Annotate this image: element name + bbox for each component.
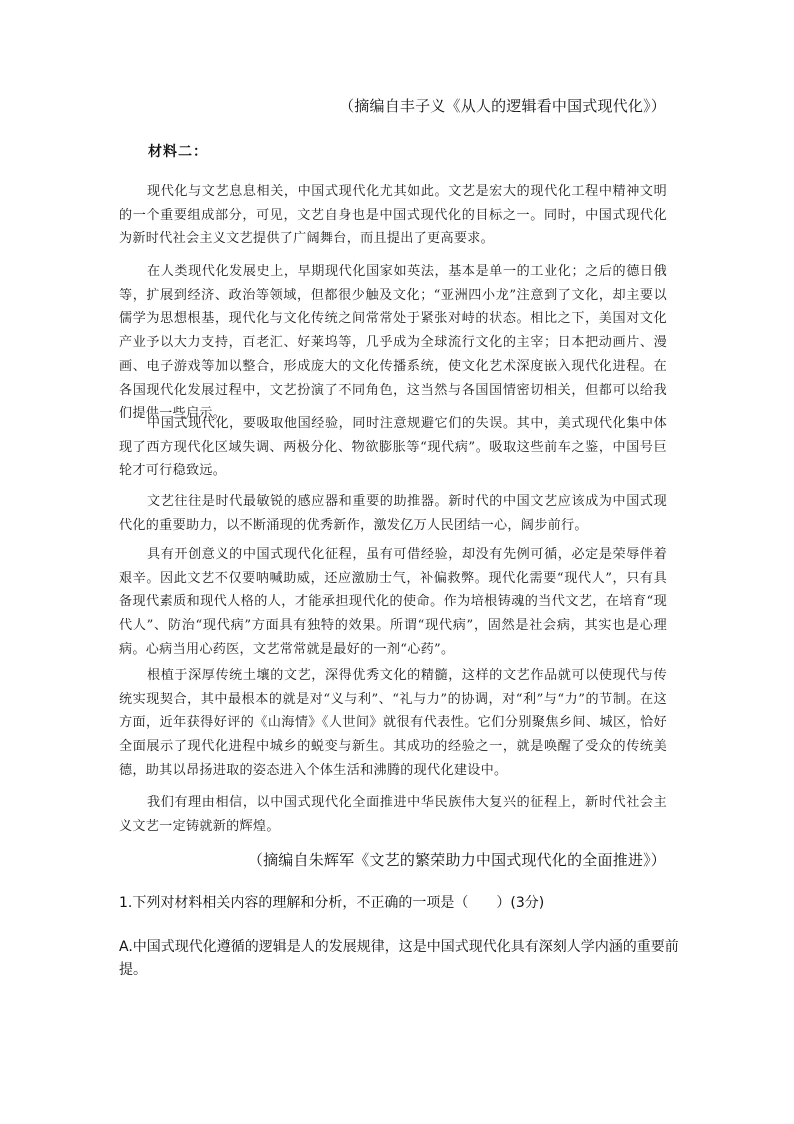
- question-1-stem: 1.下列对材料相关内容的理解和分析，不正确的一项是（ ）(3分): [119, 895, 545, 911]
- material2-paragraph-7: 我们有理由相信，以中国式现代化全面推进中华民族伟大复兴的征程上，新时代社会主义文艺一定铸就新的辉煌。: [119, 795, 667, 834]
- material2-heading: 材料二：: [148, 144, 208, 160]
- material2-paragraph-5: 具有开创意义的中国式现代化征程，虽有可借经验，却没有先例可循，必定是荣辱伴着艰辛。因此文艺不仅要呐喊助威，还应激励士气，补偏救弊。现代化需要“现代人”，只有具备现代素质和现代人格的人，才能承担现代化的使命。作为培根铸魂的当代文艺，在培育“现代人”、防治“现代病”方面具有独特的效果。所谓“现代病”，固然是社会病，其实也是心理病。心病当用心药医，文艺常常就是最好的一剂“心药”。: [119, 547, 667, 657]
- material2-paragraph-2: 在人类现代化发展史上，早期现代化国家如英法，基本是单一的工业化；之后的德日俄等，扩展到经济、政治等领域，但都很少触及文化；“亚洲四小龙”注意到了文化，却主要以儒学为思想根基，现代化与文化传统之间常常处于紧张对峙的状态。相比之下，美国对文化产业予以大力支持，百老汇、好莱坞等，几乎成为全球流行文化的主宰；日本把动画片、漫画、电子游戏等加以整合，形成庞大的文化传播系统，使文化艺术深度嵌入现代化进程。在各国现代化发展过程中，文艺扮演了不同角色，这当然与各国国情密切相关，但都可以给我们提供一些启示。: [119, 264, 667, 422]
- material2-paragraph-6: 根植于深厚传统土壤的文艺，深得优秀文化的精髓，这样的文艺作品就可以使现代与传统实现契合，其中最根本的就是对“义与利”、“礼与力”的协调，对“利”与“力”的节制。在这方面，近年获得好评的《山海情》《人世间》就很有代表性。它们分别聚焦乡间、城区，恰好全面展示了现代化进程中城乡的蜕变与新生。其成功的经验之一，就是唤醒了受众的传统美德，助其以昂扬进取的姿态进入个体生活和沸腾的现代化建设中。: [119, 668, 667, 778]
- material2-paragraph-4: 文艺往往是时代最敏锐的感应器和重要的助推器。新时代的中国文艺应该成为中国式现代化的重要助力，以不断涌现的优秀新作，激发亿万人民团结一心，阔步前行。: [119, 494, 667, 533]
- material2-source-citation: （摘编自朱辉军《文艺的繁荣助力中国式现代化的全面推进》）: [247, 851, 666, 869]
- material1-source-citation: （摘编自丰子义《从人的逻辑看中国式现代化》）: [339, 97, 666, 115]
- material2-paragraph-3: 中国式现代化，要吸取他国经验，同时注意规避它们的失误。其中，美式现代化集中体现了西方现代化区域失调、两极分化、物欲膨胀等“现代病”。吸取这些前车之鉴，中国号巨轮才可行稳致远。: [119, 416, 667, 479]
- material2-paragraph-1: 现代化与文艺息息相关，中国式现代化尤其如此。文艺是宏大的现代化工程中精神文明的一个重要组成部分，可见，文艺自身也是中国式现代化的目标之一。同时，中国式现代化为新时代社会主义文艺提供了广阔舞台，而且提出了更高要求。: [119, 184, 667, 247]
- question-1-option-a: A.中国式现代化遵循的逻辑是人的发展规律，这是中国式现代化具有深刻人学内涵的重要前提。: [119, 939, 679, 978]
